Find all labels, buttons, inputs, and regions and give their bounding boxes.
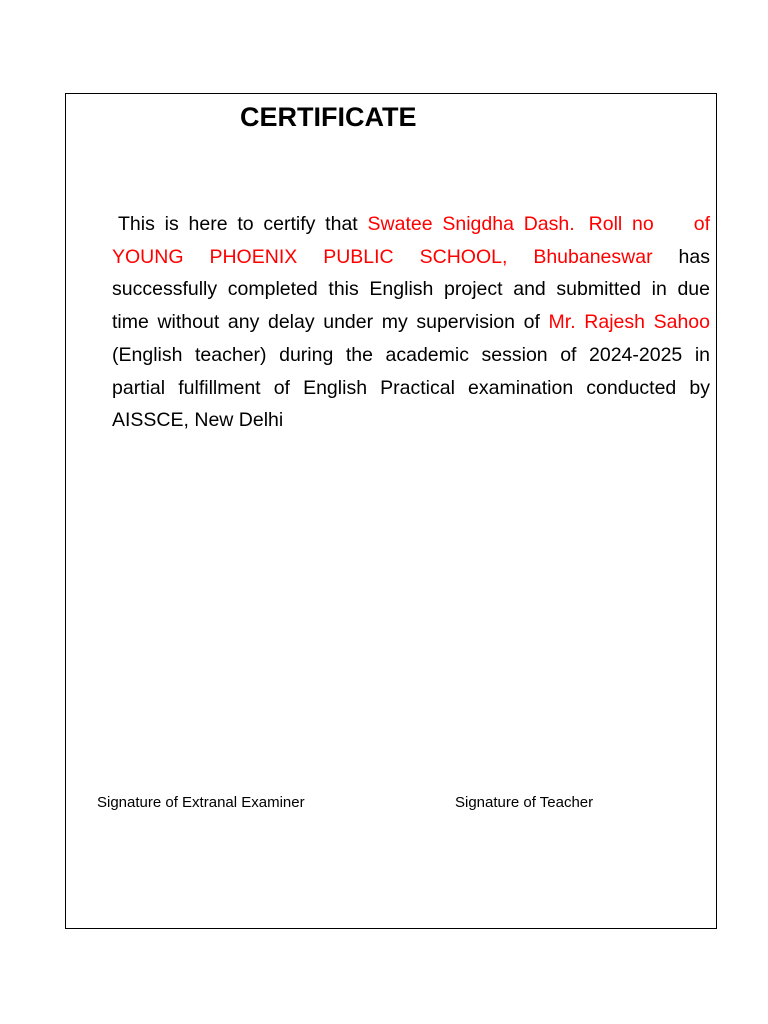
body-ending-text: (English teacher) during the academic session of 2024-2025 in partial fulfillment of English Practical examination conducted by AISSCE, New Delhi	[112, 343, 710, 432]
external-examiner-signature-label: Signature of Extranal Examiner	[97, 794, 305, 811]
certificate-body	[112, 208, 710, 437]
roll-number-label: Roll no	[588, 213, 654, 235]
teacher-name: Mr. Rajesh Sahoo	[548, 311, 710, 334]
body-middle-text: has successfully completed this English project and submitted in due time without any delay under my supervision of	[112, 245, 710, 334]
intro-text: This is here to certify that	[118, 213, 358, 235]
certificate-title: CERTIFICATE	[240, 102, 417, 132]
of-word: of	[693, 213, 710, 235]
teacher-signature-label: Signature of Teacher	[455, 794, 594, 811]
school-name: YOUNG PHOENIX PUBLIC SCHOOL, Bhubaneswar	[112, 245, 653, 268]
student-name: Swatee Snigdha Dash.	[367, 213, 575, 235]
